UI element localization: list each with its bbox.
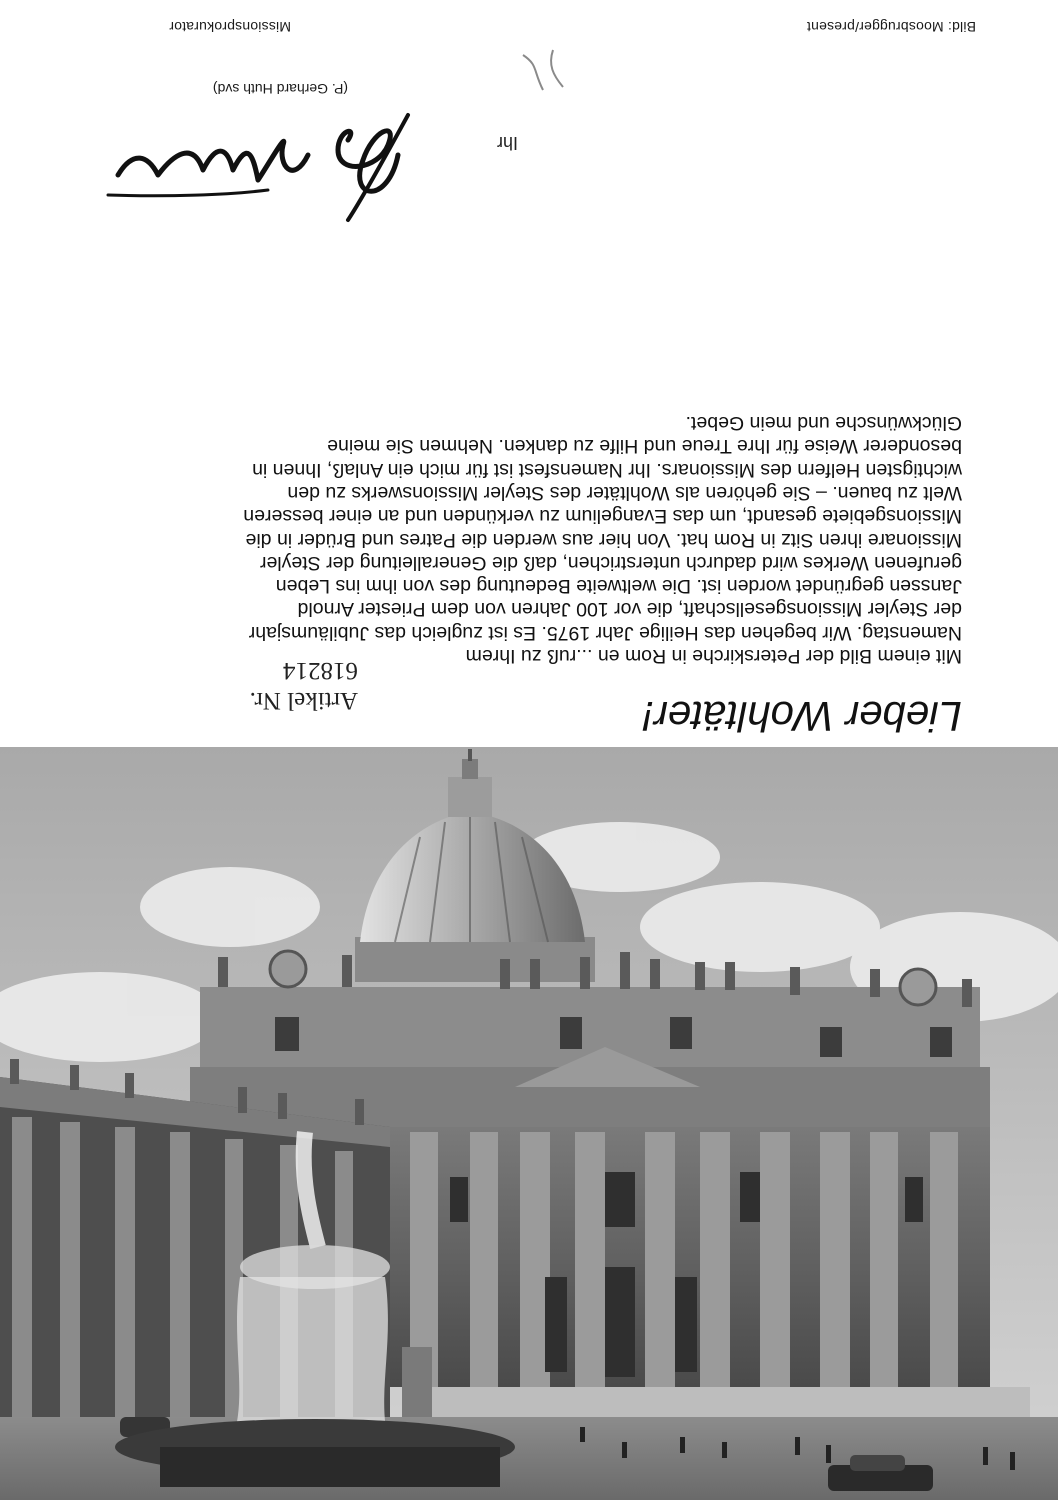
office-title: Missionsprokurator xyxy=(169,19,291,35)
body-line: besonderer Weise für Ihre Treue und Hilfe zu danken. Nehmen Sie meine xyxy=(327,435,962,458)
body-line: Mit einem Bild der Peterskirche in Rom en ...ruß zu Ihrem xyxy=(465,645,962,667)
basilica-photo xyxy=(0,747,1058,1500)
body-line: wichtigsten Helfern des Missionars. Ihr Namensfest ist für mich ein Anlaß, Ihnen in xyxy=(252,458,962,481)
body-line: Namenstag. Wir begehen das Heilige Jahr 1975. Es ist zugleich das Jubiläumsjahr xyxy=(248,621,962,644)
st-peters-basilica-image xyxy=(0,747,1058,1500)
closing-word: Ihr xyxy=(496,133,518,153)
body-line: Missionare ihren Sitz in Rom hat. Von hier aus werden die Patres und Brüder in die xyxy=(245,528,962,551)
pencil-mark xyxy=(513,45,573,95)
body-line: Janssen gegründet worden ist. Die weltweite Bedeutung des von ihm ins Leben xyxy=(275,575,962,598)
card-heading: Lieber Wohltäter! xyxy=(642,693,962,740)
message-body xyxy=(72,411,962,667)
body-line: gerufenen Werkes wird dadurch unterstrichen, daß die Generalleitung der Steyler xyxy=(259,551,962,574)
message-panel-rotated xyxy=(0,0,1058,745)
article-number: 618214 xyxy=(283,657,358,684)
body-line: Welt zu bauen. – Sie gehören als Wohltäter des Steyler Missionswerks zu den xyxy=(287,481,962,504)
signer-name: (P. Gerhard Huth svd) xyxy=(212,81,348,97)
body-line: Glückwünsche und mein Gebet. xyxy=(685,412,962,435)
body-line: der Steyler Missionsgesellschaft, die vor 100 Jahren von dem Priester Arnold xyxy=(297,598,962,621)
handwritten-signature xyxy=(88,100,418,225)
body-line: Missionsgebiete gesandt, um das Evangelium zu verkünden und an einer besseren xyxy=(243,505,962,528)
obelisk-statue xyxy=(402,1347,432,1417)
message-panel xyxy=(0,0,1058,745)
article-label: Artikel Nr. xyxy=(249,687,358,714)
photo-credit: Bild: Moosbrugger/present xyxy=(806,19,976,35)
